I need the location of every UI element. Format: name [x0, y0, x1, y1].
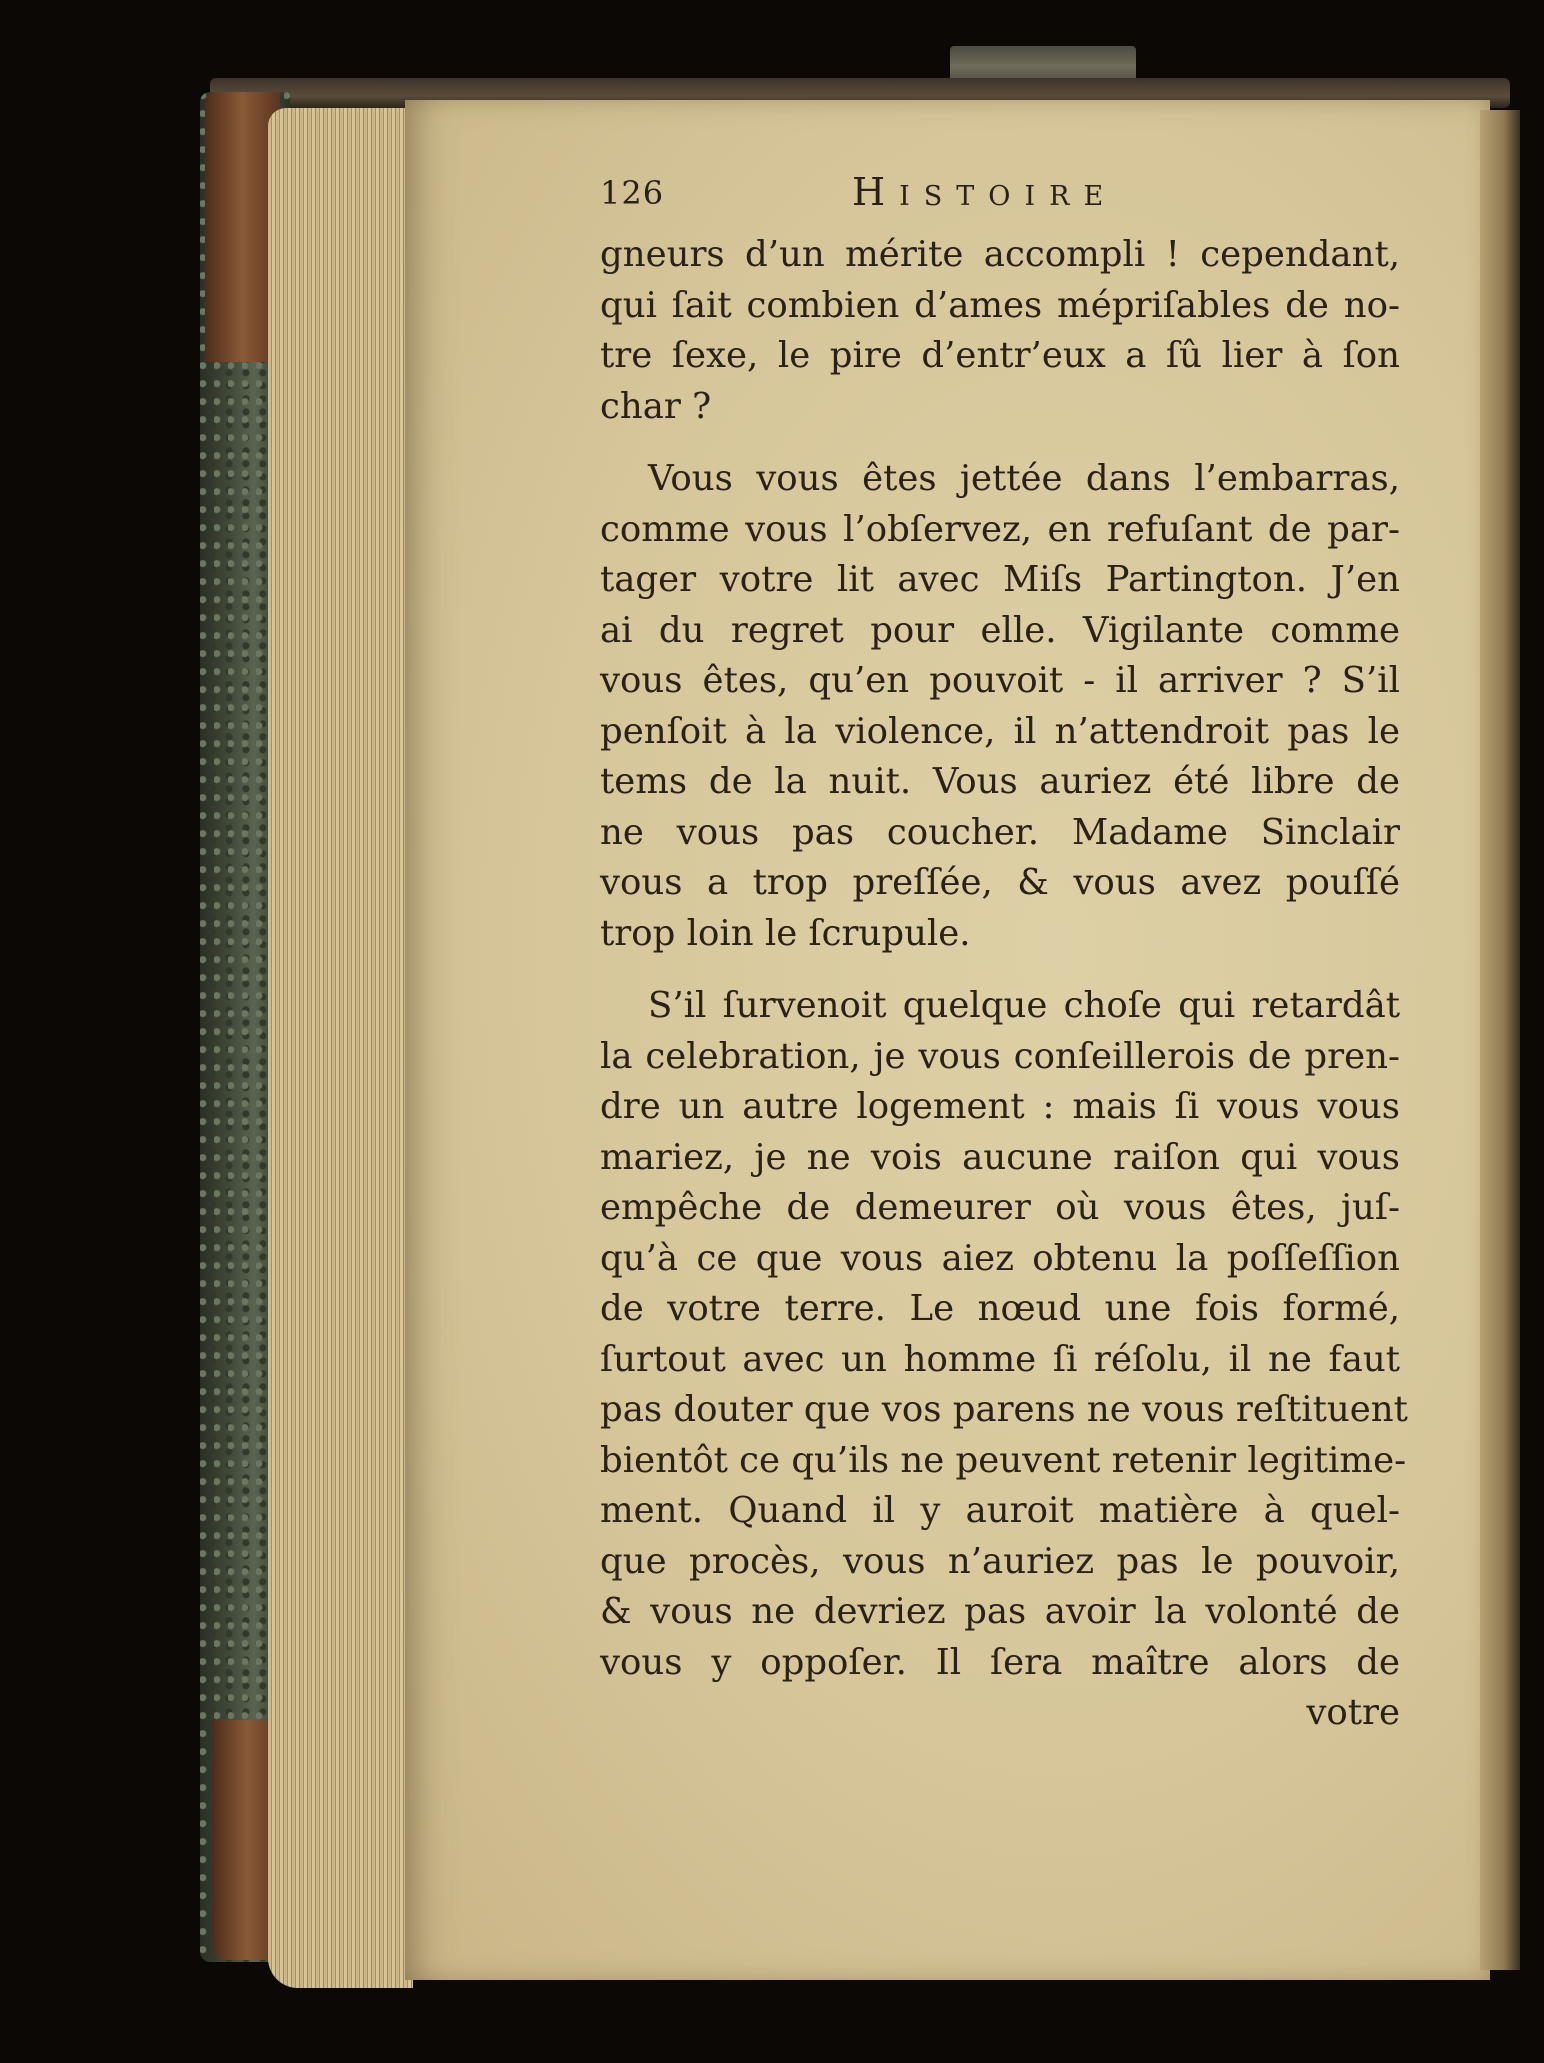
text-line: Vous vous êtes jettée dans l’embarras,	[648, 458, 1400, 499]
text-line: & vous ne devriez pas avoir la volonté de	[600, 1591, 1400, 1632]
page-edges	[268, 108, 413, 1988]
text-line: comme vous l’obſervez, en refuſant de par-	[600, 508, 1400, 550]
paragraph-2	[600, 454, 1400, 959]
paragraph-1	[600, 230, 1400, 432]
page-number: 126	[600, 174, 665, 212]
text-line: mariez, je ne vois aucune raiſon qui vous	[600, 1136, 1400, 1178]
text-line: tre ſexe, le pire d’entr’eux a ſû lier à ſon	[600, 335, 1400, 376]
catchword: votre	[1306, 1692, 1400, 1733]
text-line: tems de la nuit. Vous auriez été libre de	[600, 761, 1400, 802]
text-line: vous y oppoſer. Il ſera maître alors de	[600, 1641, 1400, 1683]
text-line: vous a trop preſſée, & vous avez pouſſé	[600, 862, 1400, 903]
text-line: bientôt ce qu’ils ne peuvent retenir legitime-	[600, 1439, 1407, 1481]
text-line: ne vous pas coucher. Madame Sinclair	[600, 811, 1400, 853]
text-line: la celebration, je vous conſeillerois de pren-	[600, 1035, 1400, 1077]
text-line: ai du regret pour elle. Vigilante comme	[600, 609, 1400, 651]
page-text	[600, 170, 1408, 1739]
text-line: que procès, vous n’auriez pas le pouvoir,	[600, 1540, 1400, 1582]
text-line: trop loin le ſcrupule.	[600, 912, 971, 954]
text-line: S’il ſurvenoit quelque choſe qui retardât	[648, 985, 1400, 1026]
text-line: penſoit à la violence, il n’attendroit pas le	[600, 710, 1400, 752]
page-header	[600, 170, 1400, 230]
paragraph-3	[600, 981, 1408, 1688]
text-line: gneurs d’un mérite accompli ! cependant,	[600, 234, 1400, 275]
page-gutter-right	[1480, 110, 1520, 1970]
running-head: Histoire	[852, 170, 1118, 214]
text-line: tager votre lit avec Miſs Partington. J’en	[600, 559, 1400, 600]
text-line: qui ſait combien d’ames mépriſables de no-	[600, 284, 1400, 326]
text-line: de votre terre. Le nœud une fois formé,	[600, 1288, 1400, 1329]
text-line: empêche de demeurer où vous êtes, juſ-	[600, 1187, 1400, 1228]
text-line: dre un autre logement : mais ſi vous vous	[600, 1086, 1400, 1127]
text-line: vous êtes, qu’en pouvoit - il arriver ? S’il	[600, 660, 1400, 701]
text-line: ſurtout avec un homme ſi réſolu, il ne faut	[600, 1338, 1400, 1380]
text-line: pas douter que vos parens ne vous reſtituent	[600, 1389, 1408, 1430]
text-line: char ?	[600, 385, 712, 427]
text-line: ment. Quand il y auroit matière à quel-	[600, 1490, 1400, 1531]
text-line: qu’à ce que vous aiez obtenu la poſſeſſion	[600, 1237, 1400, 1279]
